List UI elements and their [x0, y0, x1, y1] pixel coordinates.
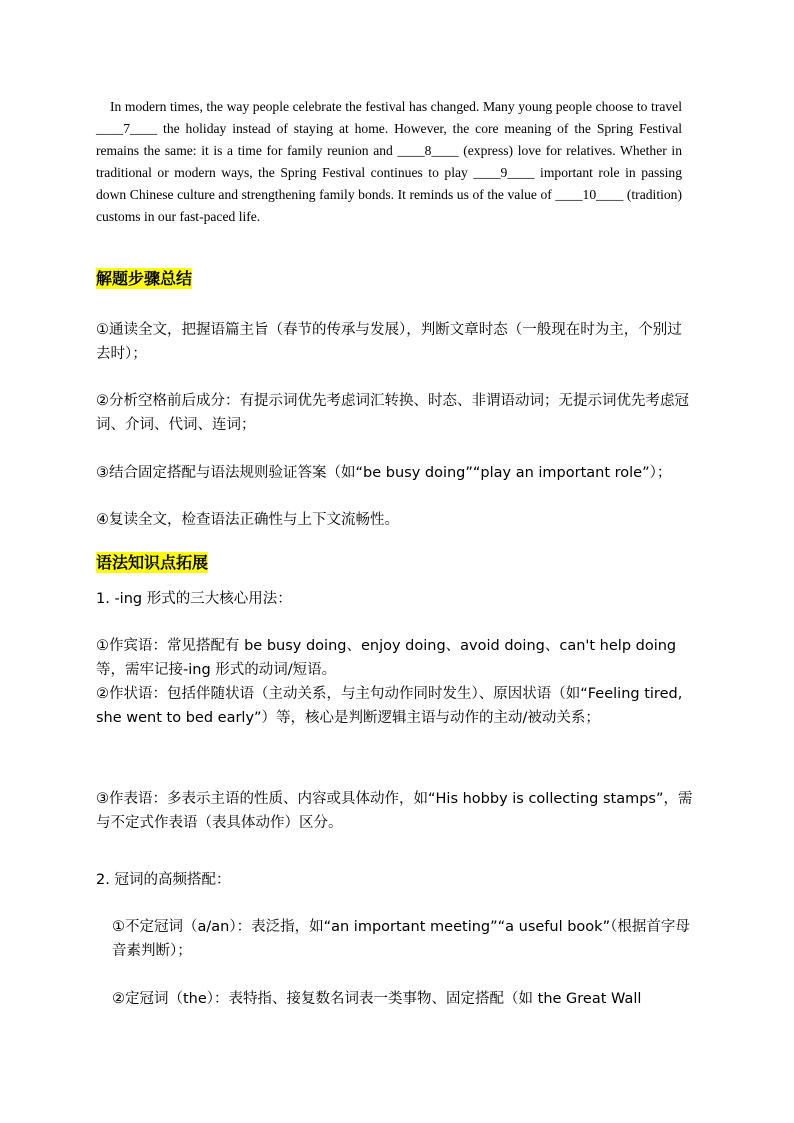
step-item-2: ②分析空格前后成分：有提示词优先考虑词汇转换、时态、非谓语动词；无提示词优先考虑冠词、介词、代词、连词；: [96, 393, 689, 433]
section-heading-grammar: [96, 552, 696, 574]
step-item-4: ④复读全文，检查语法正确性与上下文流畅性。: [96, 512, 399, 528]
subheading-ing-forms: 1. -ing 形式的三大核心用法：: [96, 591, 292, 607]
grammar-title: 语法知识点拓展: [96, 553, 209, 572]
ing-usage-2: ②作状语：包括伴随状语（主动关系，与主句动作同时发生）、原因状语（如“Feeling tired, she went to bed early”）等，核心是判断逻辑主语与动作的主动/被动关系；: [96, 686, 683, 726]
article-usage-1: ①不定冠词（a/an）：表泛指，如“an important meeting”“a useful book”（根据首字母音素判断）；: [112, 919, 690, 959]
article-usage-2: ②定冠词（the）：表特指、接复数名词表一类事物、固定搭配（如 the Great Wall: [112, 991, 642, 1007]
ing-usage-3: ③作表语：多表示主语的性质、内容或具体动作，如“His hobby is collecting stamps”，需与不定式作表语（表具体动作）区分。: [96, 791, 693, 831]
subheading-articles: 2. 冠词的高频搭配：: [96, 872, 231, 888]
passage-paragraph: In modern times, the way people celebrate the festival has changed. Many young people choose to travel ____7____ the holiday instead of staying at home. However, the core meaning of the Spring Festival remains the same: it is a time for family reunion and ____8____ (express) love for relatives. Whether in traditional or modern ways, the Spring Festival continues to play ____9____ important role in passing down Chinese culture and strengthening family bonds. It reminds us of the value of ____10____ (tradition) customs in our fast-paced life.: [96, 99, 682, 224]
step-item-1: ①通读全文，把握语篇主旨（春节的传承与发展），判断文章时态（一般现在时为主，个别过去时）；: [96, 322, 682, 362]
step-item-3: ③结合固定搭配与语法规则验证答案（如“be busy doing”“play an important role”）；: [96, 465, 672, 481]
ing-usage-1: ①作宾语：常见搭配有 be busy doing、enjoy doing、avoid doing、can't help doing 等，需牢记接-ing 形式的动词/短语。: [96, 638, 677, 678]
steps-title: 解题步骤总结: [96, 269, 193, 288]
section-heading-steps: [96, 268, 696, 290]
